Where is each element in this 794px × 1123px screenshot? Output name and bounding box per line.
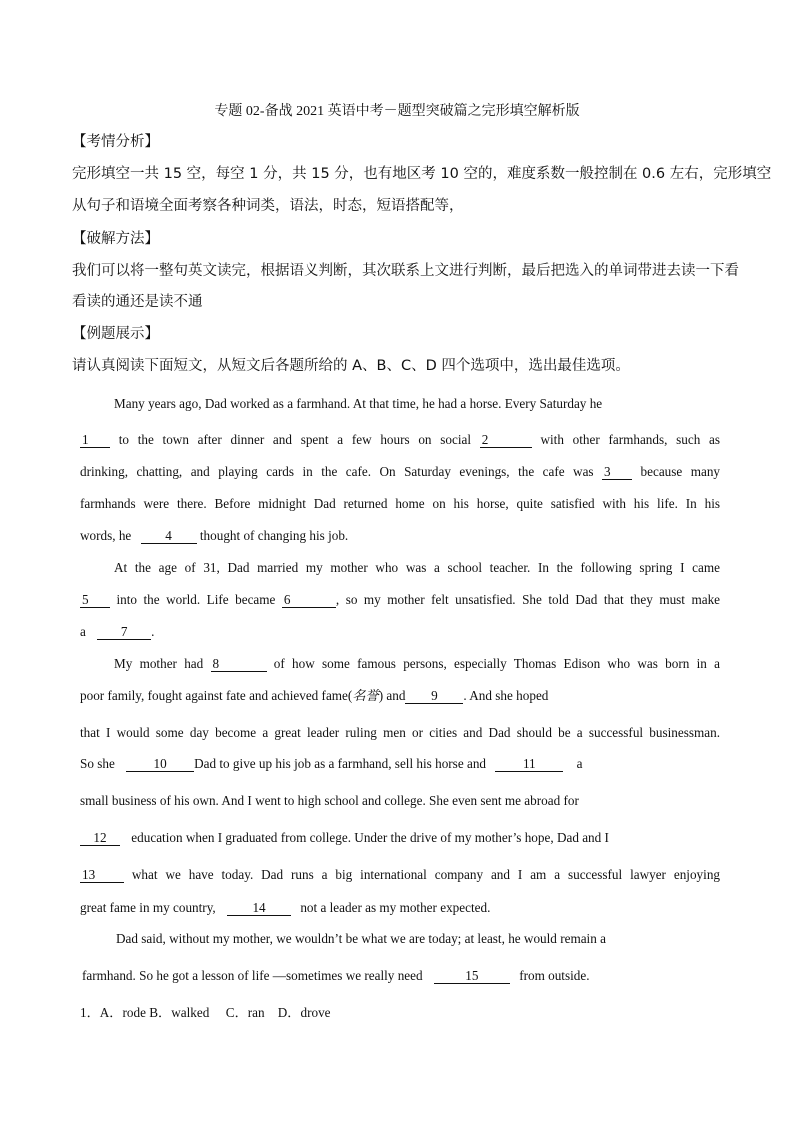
blank-12: 12 <box>80 831 120 846</box>
blank-8: 8 <box>211 657 267 672</box>
blank-9: 9 <box>405 689 463 704</box>
passage-line: Many years ago, Dad worked as a farmhand. At that time, he had a horse. Every Saturday he <box>114 396 603 411</box>
blank-1: 1 <box>80 433 110 448</box>
method-line-1: 我们可以将一整句英文读完，根据语义判断，其次联系上文进行判断，最后把选入的单词带进去读一下看 <box>72 263 739 279</box>
passage-line: farmhands were there. Before midnight Dad returned home on his horse, quite satisfied with his life. In his <box>80 496 720 511</box>
method-line-2: 看读的通还是读不通 <box>72 294 203 310</box>
blank-15: 15 <box>434 969 510 984</box>
passage-line: poor family, fought against fate and achieved fame(名誉) and 9 . And she hoped <box>80 688 549 703</box>
document-title: 专题 02-备战 2021 英语中考－题型突破篇之完形填空解析版 <box>214 104 580 119</box>
blank-7: 7 <box>97 625 151 640</box>
blank-10: 10 <box>126 757 194 772</box>
passage-line: drinking, chatting, and playing cards in the cafe. On Saturday evenings, the cafe was 3 because many <box>80 464 721 479</box>
passage-line: that I would some day become a great leader ruling men or cities and Dad should be a successful businessman. <box>80 725 720 740</box>
analysis-line-2: 从句子和语境全面考察各种词类，语法，时态，短语搭配等， <box>72 198 464 214</box>
passage-line: 1 to the town after dinner and spent a few hours on social 2 with other farmhands, such as <box>82 432 721 447</box>
passage-line: 13 what we have today. Dad runs a big international company and I am a successful lawyer enjoying <box>82 867 721 882</box>
analysis-line-1: 完形填空一共 15 空，每空 1 分，共 15 分，也有地区考 10 空的，难度系数一般控制在 0.6 左右，完形填空 <box>72 166 772 182</box>
passage-line: great fame in my country, 14 not a leader as my mother expected. <box>80 900 491 915</box>
chinese-gloss: 名誉 <box>352 688 379 703</box>
blank-13: 13 <box>80 868 124 883</box>
blank-3: 3 <box>602 465 632 480</box>
blank-2: 2 <box>480 433 532 448</box>
passage-line: 5 into the world. Life became 6 , so my mother felt unsatisfied. She told Dad that they must make <box>82 592 721 607</box>
section-heading-analysis: 【考情分析】 <box>72 134 159 150</box>
passage-line: a 7 . <box>80 624 155 639</box>
blank-6: 6 <box>282 593 336 608</box>
blank-11: 11 <box>495 757 563 772</box>
blank-4: 4 <box>141 529 197 544</box>
blank-5: 5 <box>80 593 110 608</box>
blank-14: 14 <box>227 901 291 916</box>
section-heading-example: 【例题展示】 <box>72 326 159 342</box>
passage-line: At the age of 31, Dad married my mother who was a school teacher. In the following spring I came <box>114 560 720 575</box>
question-1-options: 1．A．rode B．walked C．ran D．drove <box>80 1005 331 1020</box>
passage-line: My mother had 8 of how some famous persons, especially Thomas Edison who was born in a <box>114 656 720 671</box>
passage-line: farmhand. So he got a lesson of life —sometimes we really need 15 from outside. <box>82 968 590 983</box>
passage-line: words, he 4 thought of changing his job. <box>80 528 349 543</box>
instruction-text: 请认真阅读下面短文，从短文后各题所给的 A、B、C、D 四个选项中，选出最佳选项。 <box>72 358 630 374</box>
section-heading-method: 【破解方法】 <box>72 231 159 247</box>
passage-line: 12 education when I graduated from college. Under the drive of my mother’s hope, Dad and I <box>80 829 720 847</box>
passage-line: small business of his own. And I went to high school and college. She even sent me abroad for <box>80 793 579 808</box>
passage-line: So she 10 Dad to give up his job as a farmhand, sell his horse and 11 a <box>80 756 583 771</box>
passage-line: Dad said, without my mother, we wouldn’t be what we are today; at least, he would remain a <box>116 931 606 946</box>
